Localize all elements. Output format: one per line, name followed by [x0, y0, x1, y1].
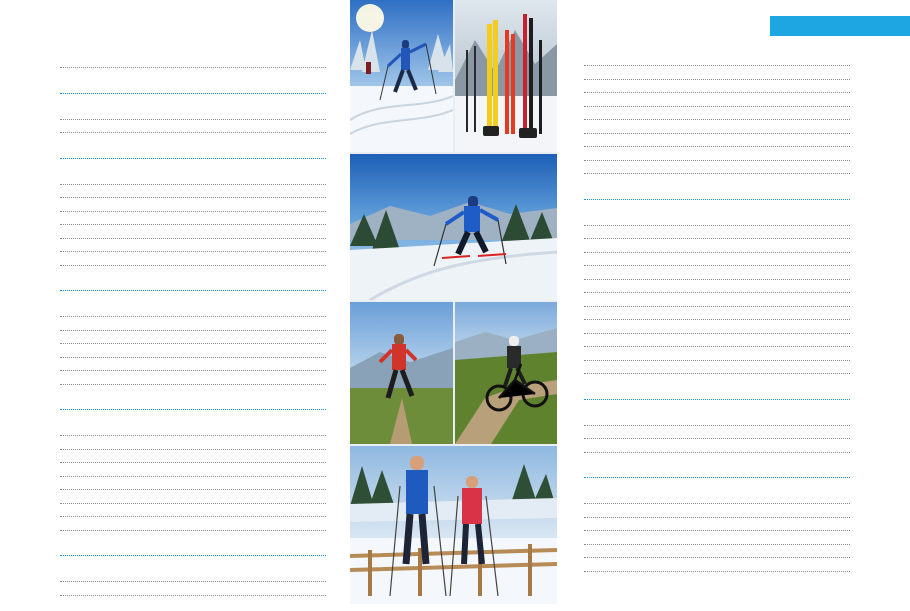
dot-leader: [60, 384, 326, 385]
dot-leader: [584, 199, 850, 200]
dot-leader: [60, 330, 326, 331]
toc-entry: [580, 176, 854, 190]
toc-entry: [580, 574, 854, 588]
dot-leader: [584, 238, 850, 239]
dot-leader: [60, 197, 326, 198]
dot-leader: [60, 449, 326, 450]
dot-leader: [60, 184, 326, 185]
dot-leader: [60, 93, 326, 94]
dot-leader: [584, 399, 850, 400]
dot-leader: [60, 409, 326, 410]
dot-leader: [584, 279, 850, 280]
dot-leader: [584, 160, 850, 161]
mountain-biker-photo: [455, 302, 557, 444]
dot-leader: [584, 477, 850, 478]
dot-leader: [584, 319, 850, 320]
dot-leader: [60, 595, 326, 596]
dot-leader: [584, 333, 850, 334]
left-page: [0, 0, 350, 604]
trail-runner-photo: [350, 302, 453, 444]
toc-entry: [56, 70, 330, 84]
dot-leader: [60, 516, 326, 517]
toc-entry: [580, 455, 854, 469]
dot-leader: [60, 476, 326, 477]
dot-leader: [584, 92, 850, 93]
dot-leader: [584, 360, 850, 361]
dot-leader: [584, 265, 850, 266]
toc-entry: [56, 268, 330, 282]
skier-sunny-forest-photo: [350, 0, 453, 152]
dot-leader: [584, 306, 850, 307]
dot-leader: [60, 435, 326, 436]
dot-leader: [60, 251, 326, 252]
dot-leader: [584, 571, 850, 572]
dot-leader: [60, 503, 326, 504]
dot-leader: [60, 343, 326, 344]
dot-leader: [60, 316, 326, 317]
dot-leader: [584, 544, 850, 545]
dot-leader: [60, 211, 326, 212]
toc-entry: [56, 135, 330, 149]
toc-entry: [56, 598, 330, 611]
dot-leader: [60, 119, 326, 120]
toc-left-column: [56, 70, 330, 611]
dot-leader: [60, 370, 326, 371]
dot-leader: [584, 225, 850, 226]
dot-leader: [60, 489, 326, 490]
dot-leader: [584, 79, 850, 80]
dot-leader: [60, 555, 326, 556]
dot-leader: [60, 290, 326, 291]
dot-leader: [584, 292, 850, 293]
skier-downhill-photo: [350, 154, 557, 300]
dot-leader: [60, 224, 326, 225]
dot-leader: [584, 530, 850, 531]
toc-entry: [56, 533, 330, 547]
dot-leader: [584, 452, 850, 453]
skiers-at-fence-photo: [350, 446, 557, 604]
dot-leader: [584, 146, 850, 147]
dot-leader: [584, 517, 850, 518]
dot-leader: [60, 530, 326, 531]
photo-column: [350, 0, 557, 604]
dot-leader: [60, 158, 326, 159]
toc-right-column: [580, 68, 854, 587]
dot-leader: [60, 357, 326, 358]
toc-entry: [56, 387, 330, 401]
dot-leader: [584, 133, 850, 134]
dot-leader: [60, 462, 326, 463]
toc-entry: [580, 376, 854, 390]
dot-leader: [60, 238, 326, 239]
dot-leader: [584, 557, 850, 558]
dot-leader: [584, 503, 850, 504]
dot-leader: [584, 438, 850, 439]
dot-leader: [584, 65, 850, 66]
dot-leader: [60, 67, 326, 68]
section-tab: [770, 16, 910, 36]
ski-equipment-photo: [455, 0, 557, 152]
dot-leader: [584, 106, 850, 107]
dot-leader: [584, 425, 850, 426]
dot-leader: [584, 119, 850, 120]
dot-leader: [60, 265, 326, 266]
dot-leader: [60, 132, 326, 133]
dot-leader: [584, 346, 850, 347]
dot-leader: [584, 373, 850, 374]
dot-leader: [584, 252, 850, 253]
dot-leader: [584, 173, 850, 174]
dot-leader: [60, 581, 326, 582]
